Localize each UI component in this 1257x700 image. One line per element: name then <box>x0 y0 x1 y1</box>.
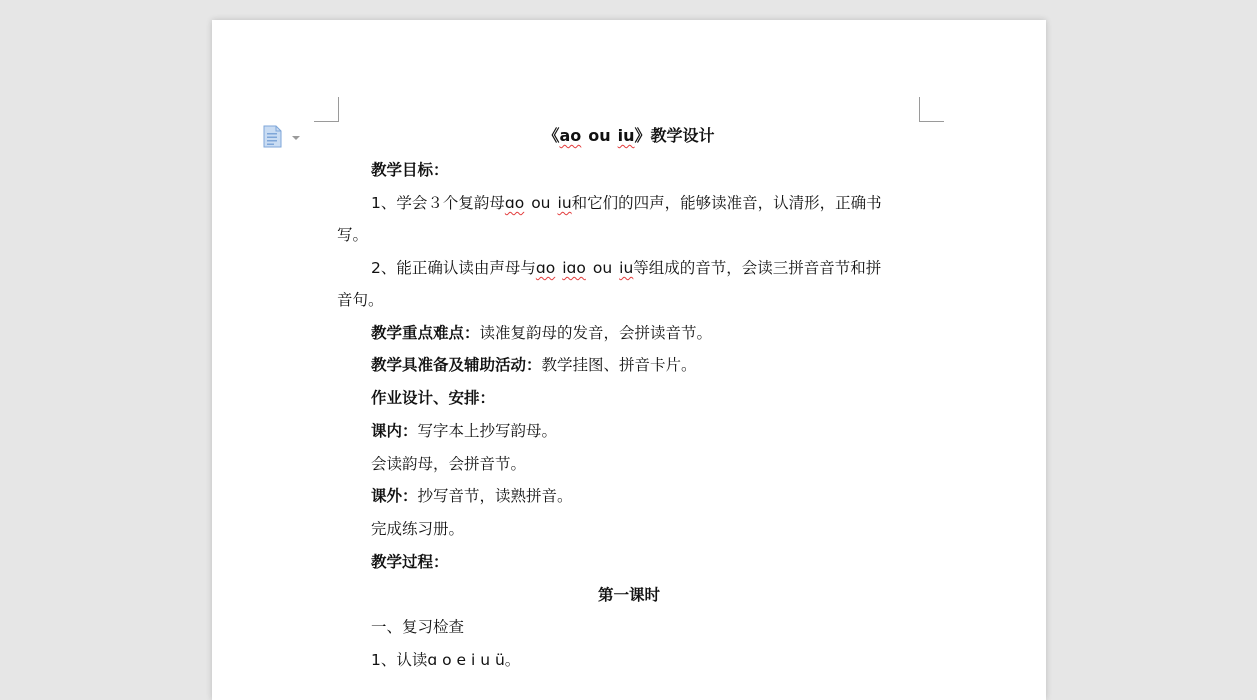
goal-1-line-1 <box>371 193 921 213</box>
in-class-paragraph <box>371 421 921 441</box>
preparation-label: 教学具准备及辅助活动： <box>371 356 542 374</box>
goal-2-line-1 <box>371 258 921 278</box>
goal-2-suffix: 等组成的音节，会读三拼音音节和拼 <box>633 259 882 277</box>
goal-1-line-2: 写。 <box>337 226 369 244</box>
review-item-1: 1、认读ɑ o e i u ü。 <box>371 651 521 669</box>
in-class-text: 写字本上抄写韵母。 <box>417 422 558 440</box>
lesson-title: 第一课时 <box>597 586 660 604</box>
goal-1-pinyin-2: ou <box>531 194 551 212</box>
goal-2-pinyin-3: ou <box>592 259 613 277</box>
after-class-line-2: 完成练习册。 <box>371 520 465 538</box>
document-page <box>212 20 1046 700</box>
key-points-text: 读准复韵母的发音，会拼读音节。 <box>479 324 713 342</box>
goal-2-pinyin-4: iu <box>619 259 634 277</box>
process-heading: 教学过程： <box>371 553 449 571</box>
preparation-text: 教学挂图、拼音卡片。 <box>541 356 697 374</box>
goal-2-line-2: 音句。 <box>337 291 384 309</box>
goal-2-pinyin-2: iɑo <box>562 259 586 277</box>
title-suffix: 》教学设计 <box>634 126 715 145</box>
after-class-label: 课外： <box>371 487 418 505</box>
goals-heading: 教学目标： <box>371 161 449 179</box>
goal-1-pinyin-1: ɑo <box>504 194 525 212</box>
key-points-label: 教学重点难点： <box>371 324 480 342</box>
after-class-paragraph <box>371 486 921 506</box>
title-pinyin-2: ou <box>588 126 611 145</box>
document-icon <box>264 126 281 147</box>
title-prefix: 《 <box>543 126 560 145</box>
title-pinyin-3: iu <box>617 126 635 145</box>
document-title <box>337 125 921 147</box>
homework-heading: 作业设计、安排： <box>371 389 496 407</box>
goal-2-pinyin-1: ɑo <box>535 259 556 277</box>
after-class-text: 抄写音节，读熟拼音。 <box>417 487 573 505</box>
goal-1-suffix: 和它们的四声，能够读准音，认清形，正确书 <box>571 194 882 212</box>
in-class-line-2: 会读韵母，会拼音节。 <box>371 455 527 473</box>
margin-corner-mark-left <box>314 97 339 122</box>
goal-1-pinyin-3: iu <box>557 194 572 212</box>
in-class-label: 课内： <box>371 422 418 440</box>
key-points-paragraph <box>371 323 921 343</box>
preparation-paragraph <box>371 355 921 375</box>
review-heading: 一、复习检查 <box>371 618 465 636</box>
document-options-button[interactable] <box>263 125 303 149</box>
title-pinyin-1: ao <box>559 126 582 145</box>
margin-corner-mark-right <box>919 97 944 122</box>
goal-1-prefix: 1、学会３个复韵母 <box>371 194 505 212</box>
caret-down-icon <box>292 136 300 140</box>
goal-2-prefix: 2、能正确认读由声母与 <box>371 259 536 277</box>
